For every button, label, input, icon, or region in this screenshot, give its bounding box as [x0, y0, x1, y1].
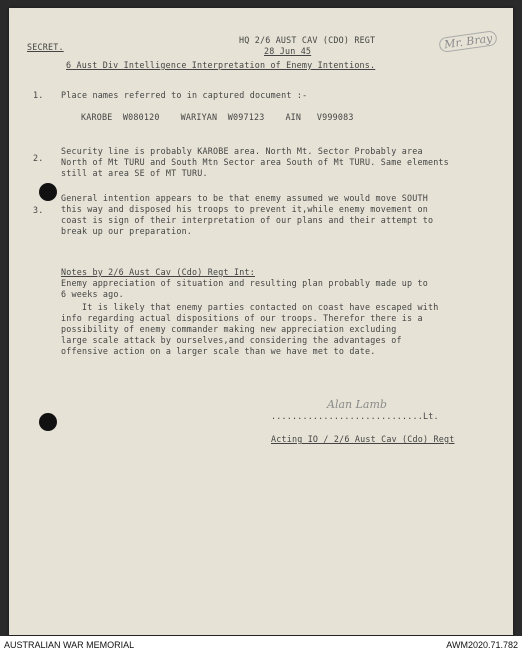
- notes-line: Enemy appreciation of situation and resulting plan probably made up to: [61, 278, 428, 288]
- archive-footer: [0, 636, 522, 653]
- paragraph-2-line: still at area SE of MT TURU.: [61, 168, 208, 178]
- classification-label: SECRET.: [27, 42, 64, 52]
- notes-line: offensive action on a larger scale than we have met to date.: [61, 346, 376, 356]
- paragraph-1-text: Place names referred to in captured document :-: [61, 90, 308, 100]
- notes-line: info regarding actual dispositions of our troops. Therefor there is a: [61, 313, 423, 323]
- notes-line: possibility of enemy commander making new appreciation excluding: [61, 324, 397, 334]
- footer-accession-number: AWM2020.71.782: [446, 640, 518, 650]
- header-unit: HQ 2/6 AUST CAV (CDO) REGT: [239, 35, 376, 45]
- punch-hole: [39, 183, 57, 201]
- margin-note: Mr. Bray: [438, 30, 498, 53]
- signature: Alan Lamb: [327, 398, 387, 411]
- notes-line: large scale attack by ourselves,and considering the advantages of: [61, 335, 402, 345]
- paragraph-1-number: 1.: [33, 90, 44, 100]
- paragraph-3-line: this way and disposed his troops to prevent it,while enemy movement on: [61, 204, 428, 214]
- paragraph-2-line: North of Mt TURU and South Mtn Sector area South of Mt TURU. Same elements: [61, 157, 449, 167]
- paragraph-1-places: KAROBE W080120 WARIYAN W097123 AIN V999083: [81, 112, 354, 122]
- notes-line: 6 weeks ago.: [61, 289, 124, 299]
- paragraph-3-line: coast is sign of their interpretation of our plans and their attempt to: [61, 215, 434, 225]
- paragraph-3-line: break up our preparation.: [61, 226, 193, 236]
- paragraph-2-number: 2.: [33, 153, 44, 163]
- signatory-title: Acting IO / 2/6 Aust Cav (Cdo) Regt: [271, 434, 455, 444]
- signature-line: .............................Lt.: [271, 411, 439, 421]
- footer-institution: AUSTRALIAN WAR MEMORIAL: [4, 640, 135, 650]
- notes-heading: Notes by 2/6 Aust Cav (Cdo) Regt Int:: [61, 267, 255, 277]
- document-page: [9, 8, 513, 635]
- paragraph-3-line: General intention appears to be that enemy assumed we would move SOUTH: [61, 193, 428, 203]
- header-date: 28 Jun 45: [264, 46, 312, 56]
- punch-hole: [39, 413, 57, 431]
- notes-line: It is likely that enemy parties contacted on coast have escaped with: [61, 302, 439, 312]
- paragraph-2-line: Security line is probably KAROBE area. North Mt. Sector Probably area: [61, 146, 423, 156]
- document-title: 6 Aust Div Intelligence Interpretation of Enemy Intentions.: [66, 60, 376, 70]
- paragraph-3-number: 3.: [33, 205, 44, 215]
